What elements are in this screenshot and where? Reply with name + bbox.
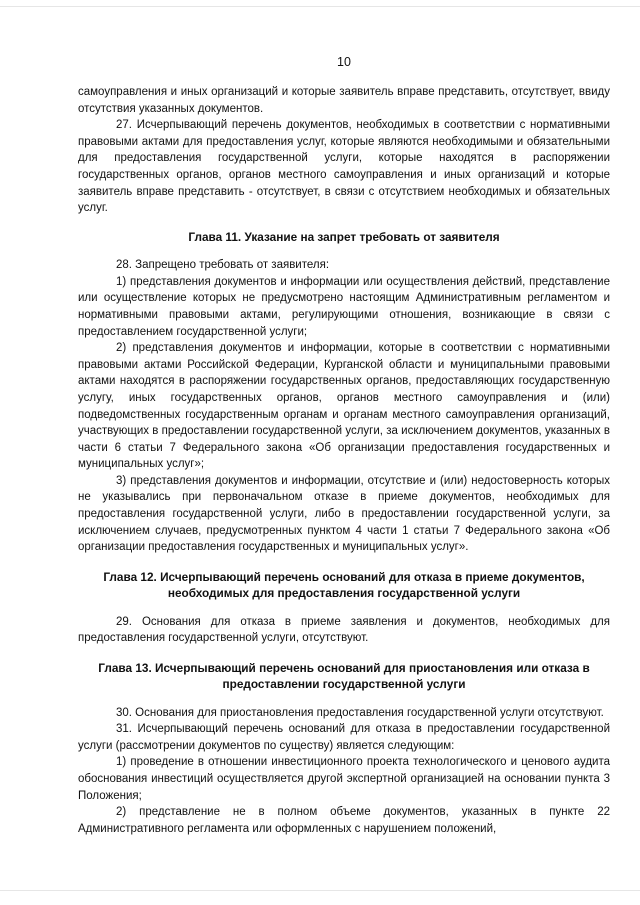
chapter-12-heading: Глава 12. Исчерпывающий перечень оснований для отказа в приеме документов, необходимых для предоставления государственной услуги bbox=[103, 569, 585, 601]
paragraph-31-item-1: 1) проведение в отношении инвестиционного проекта технологического и ценового аудита обоснования инвестиций осуществляется другой экспертной организацией на основании пункта 3 Положения; bbox=[78, 756, 610, 802]
paragraph-28-item-1: 1) представления документов и информации или осуществления действий, представление или осуществление которых не предусмотрено настоящим Административным регламентом и нормативными правовыми актами, регулирующими отношения, возникающие в связи с предоставлением государственной услуги; bbox=[78, 275, 610, 338]
scan-edge-bottom bbox=[0, 890, 640, 891]
paragraph-28-item-3: 3) представления документов и информации, отсутствие и (или) недостоверность которых не указывались при первоначальном отказе в приеме документов, необходимых для предоставления государственной услуги, либо в предоставлении государственной услуги, за исключением случаев, предусмотренных пунктом 4 части 1 статьи 7 Федерального закона «Об организации предоставления государственных и муниципальных услуг». bbox=[78, 474, 610, 554]
page-number: 10 bbox=[337, 55, 351, 69]
document-page bbox=[78, 54, 610, 837]
paragraph-31: 31. Исчерпывающий перечень оснований для отказа в предоставлении государственной услуги (рассмотрении документов по существу) является следующим: bbox=[78, 723, 610, 752]
paragraph-31-item-2: 2) представление не в полном объеме документов, указанных в пункте 22 Административного регламента или оформленных с нарушением положений, bbox=[78, 806, 610, 835]
paragraph-29: 29. Основания для отказа в приеме заявления и документов, необходимых для предоставления государственной услуги, отсутствуют. bbox=[78, 615, 610, 645]
paragraph-28: 28. Запрещено требовать от заявителя: bbox=[116, 259, 330, 272]
paragraph-28-item-2: 2) представления документов и информации, которые в соответствии с нормативными правовыми актами Российской Федерации, Курганской области и муниципальными правовыми актами находятся в распоряжении государственных органов, предоставляющих государственную услугу, иных государственных органов, органов местного самоуправления и (или) подведомственных государственным органам и органам местного самоуправления организаций, участвующих в предоставлении государственной услуги, за исключением документов, указанных в части 6 статьи 7 Федерального закона «Об организации предоставления государственных и муниципальных услуг»; bbox=[78, 342, 610, 471]
paragraph-27: 27. Исчерпывающий перечень документов, необходимых в соответствии с нормативными правовыми актами для предоставления услуг, которые являются необходимыми и обязательными для предоставления государственной услуги, которые находятся в распоряжении государственных органов, органов местного самоуправления и иных организаций и которые заявитель вправе представить - отсутствует, в связи с отсутствием необходимых и обязательных услуг. bbox=[78, 119, 610, 215]
scan-edge-top bbox=[0, 6, 640, 7]
chapter-13-heading: Глава 13. Исчерпывающий перечень оснований для приостановления или отказа в предоставлении государственной услуги bbox=[98, 660, 590, 692]
paragraph-continuation: самоуправления и иных организаций и которые заявитель вправе представить, отсутствует, ввиду отсутствия указанных документов. bbox=[78, 86, 610, 115]
chapter-11-heading: Глава 11. Указание на запрет требовать от заявителя bbox=[188, 229, 500, 244]
paragraph-30: 30. Основания для приостановления предоставления государственной услуги отсутствуют. bbox=[116, 706, 604, 719]
